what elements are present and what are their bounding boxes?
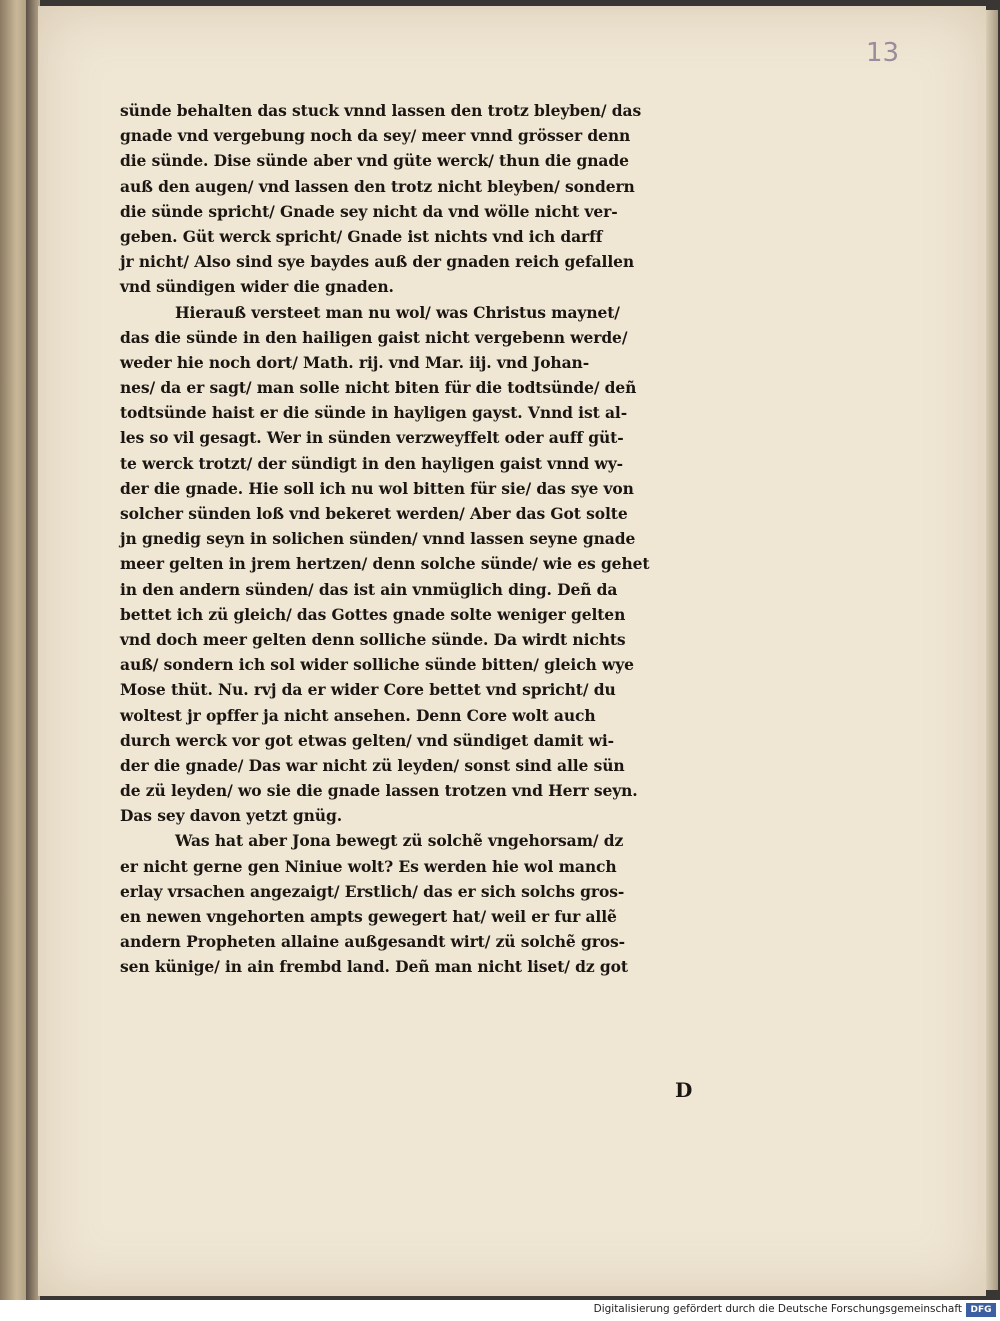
footer-bar [0,1300,1000,1321]
text-line: meer gelten in jrem hertzen/ denn solche sünde/ wie es gehet [120,554,650,574]
text-line: auß/ sondern ich sol wider solliche sünde bitten/ gleich wye [120,655,634,675]
text-line: Hierauß versteet man nu wol/ was Christus maynet/ [175,302,620,322]
text-line: die sünde. Dise sünde aber vnd güte werck/ thun die gnade [120,151,629,171]
text-line: geben. Güt werck spricht/ Gnade ist nichts vnd ich darff [120,226,603,246]
text-line: der die gnade/ Das war nicht zü leyden/ sonst sind alle sün [120,755,625,775]
text-line: Was hat aber Jona bewegt zü solchẽ vngehorsam/ dz [175,831,624,851]
text-line: gnade vnd vergebung noch da sey/ meer vnnd grösser denn [120,126,631,146]
text-line: weder hie noch dort/ Math. rij. vnd Mar. iij. vnd Johan- [120,352,590,372]
footer-credit: Digitalisierung gefördert durch die Deutsche Forschungsgemeinschaft [593,1303,962,1315]
text-line: Mose thüt. Nu. rvj da er wider Core bettet vnd spricht/ du [120,680,616,700]
folio-number: 13 [866,38,900,68]
text-line: woltest jr opffer ja nicht ansehen. Denn Core wolt auch [120,705,596,725]
text-line: en newen vngehorten ampts gewegert hat/ weil er fur allẽ [120,907,617,926]
page-fore-edge [986,10,998,1290]
text-line: sünde behalten das stuck vnnd lassen den trotz bleyben/ das [120,101,642,120]
text-line: vnd sündigen wider die gnaden. [120,277,394,297]
text-line: Das sey davon yetzt gnüg. [120,806,342,826]
text-line: les so vil gesagt. Wer in sünden verzweyffelt oder auff güt- [120,428,624,448]
text-line: auß den augen/ vnd lassen den trotz nicht bleyben/ sondern [120,176,635,196]
text-line: vnd doch meer gelten denn solliche sünde. Da wirdt nichts [120,629,626,649]
catchword: D [675,1078,693,1102]
text-line: solcher sünden loß vnd bekeret werden/ Aber das Got solte [120,504,628,523]
text-line: erlay vrsachen angezaigt/ Erstlich/ das er sich solchs gros- [120,881,625,901]
text-line: das die sünde in den hailigen gaist nicht vergebenn werde/ [120,327,628,347]
text-line: andern Propheten allaine außgesandt wirt/ zü solchẽ gros- [120,932,625,952]
text-line: der die gnade. Hie soll ich nu wol bitten für sie/ das sye von [120,478,634,498]
text-line: bettet ich zü gleich/ das Gottes gnade solte weniger gelten [120,604,626,624]
text-line: die sünde spricht/ Gnade sey nicht da vnd wölle nicht ver- [120,201,618,221]
text-line: te werck trotzt/ der sündigt in den hayligen gaist vnnd wy- [120,453,623,473]
text-line: er nicht gerne gen Niniue wolt? Es werden hie wol manch [120,856,617,876]
text-line: nes/ da er sagt/ man solle nicht biten für die todtsünde/ deñ [120,378,637,398]
text-line: de zü leyden/ wo sie die gnade lassen trotzen vnd Herr seyn. [120,781,638,801]
body-text [120,98,770,980]
text-line: in den andern sünden/ das ist ain vnmüglich ding. Deñ da [120,579,618,599]
text-line: todtsünde haist er die sünde in hayligen gayst. Vnnd ist al- [120,403,628,423]
dfg-logo: DFG [966,1303,996,1317]
text-line: durch werck vor got etwas gelten/ vnd sündiget damit wi- [120,730,614,750]
text-line: jn gnedig seyn in solichen sünden/ vnnd lassen seyne gnade [120,529,636,549]
text-line: jr nicht/ Also sind sye baydes auß der gnaden reich gefallen [120,252,635,272]
text-line: sen künige/ in ain frembd land. Deñ man nicht liset/ dz got [120,957,628,977]
